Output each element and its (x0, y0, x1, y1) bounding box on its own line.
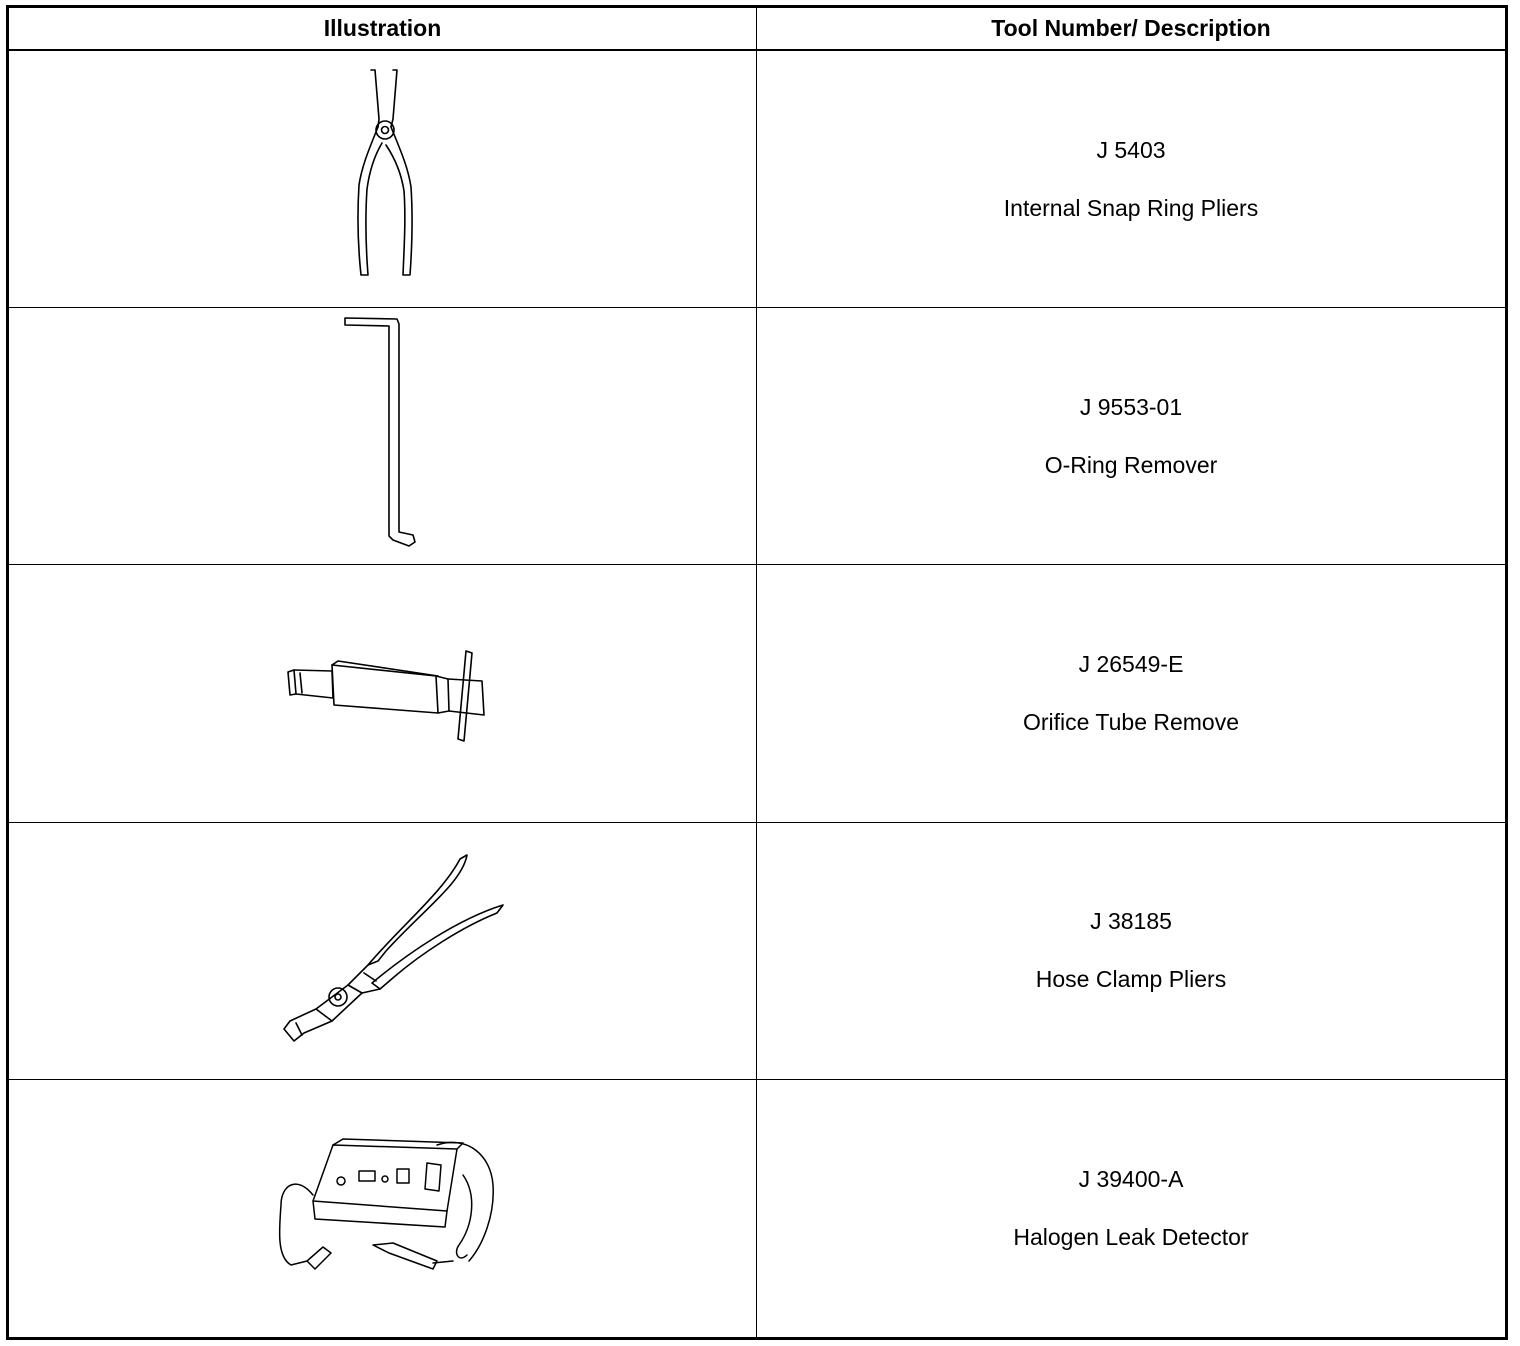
halogen-leak-detector-icon (277, 1135, 505, 1285)
illustration-cell (9, 51, 757, 308)
tool-description-cell (757, 308, 1505, 565)
tool-description: Orifice Tube Remove (1022, 708, 1240, 735)
illustration-cell (9, 565, 757, 822)
illustration-cell (9, 1080, 757, 1337)
illustration-cell (9, 823, 757, 1080)
tool-number: J 5403 (1096, 136, 1166, 163)
tool-description: Halogen Leak Detector (1013, 1223, 1249, 1250)
header-tool-number-description: Tool Number/ Description (757, 8, 1505, 51)
special-tools-table (6, 5, 1508, 1340)
tool-description: Internal Snap Ring Pliers (1003, 194, 1259, 221)
tool-description: O-Ring Remover (1044, 451, 1218, 478)
tool-number: J 26549-E (1078, 650, 1184, 677)
orifice-tube-remover-icon (286, 649, 496, 745)
tool-number: J 39400-A (1078, 1165, 1184, 1192)
tool-number: J 38185 (1090, 908, 1172, 935)
tool-description: Hose Clamp Pliers (1035, 966, 1227, 993)
tool-description-cell (757, 51, 1505, 308)
snap-ring-pliers-icon (354, 67, 424, 279)
tool-number: J 9553-01 (1079, 393, 1183, 420)
tool-description-cell (757, 1080, 1505, 1337)
hose-clamp-pliers-icon (282, 853, 504, 1045)
header-illustration: Illustration (9, 8, 757, 51)
tool-description-cell (757, 565, 1505, 822)
o-ring-remover-icon (341, 316, 421, 548)
tool-description-cell (757, 823, 1505, 1080)
illustration-cell (9, 308, 757, 565)
